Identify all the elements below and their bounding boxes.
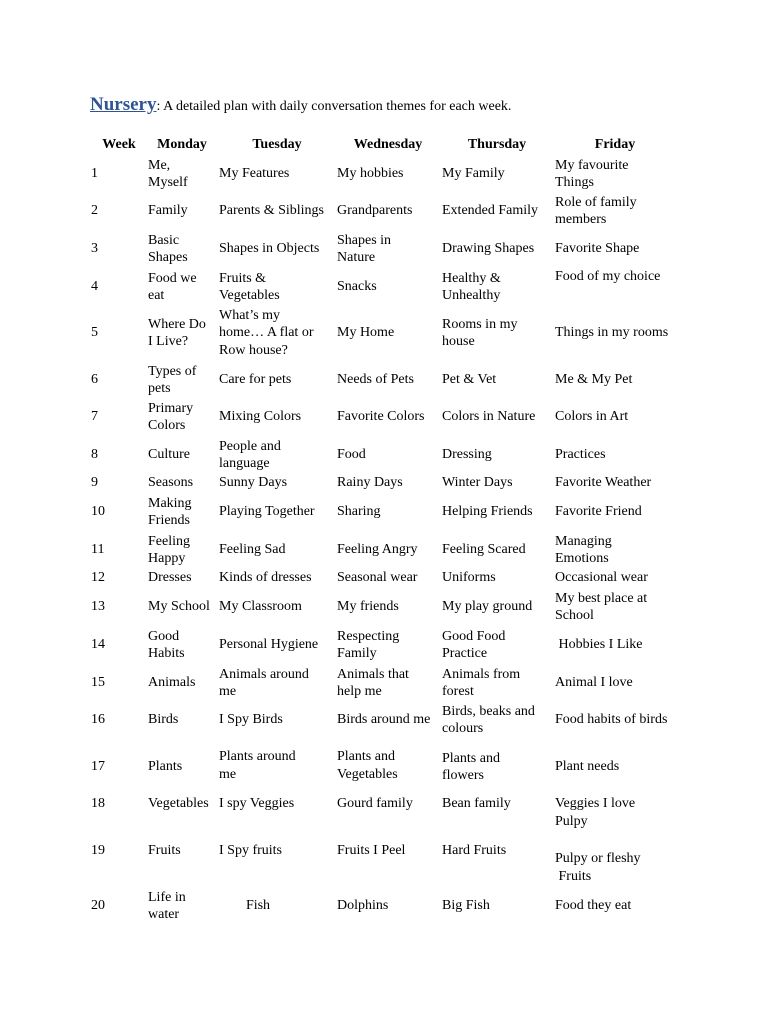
cell-tuesday [219,711,283,729]
cell-text-line: Vegetables [337,766,398,782]
cell-monday [148,711,178,729]
cell-text-line: Favorite Colors [337,409,425,425]
cell-friday [555,194,637,229]
cell-text-line: home… A flat or [219,325,314,341]
cell-monday [148,598,210,616]
cell-text-line: Vegetables [219,288,280,303]
cell-wednesday [337,666,409,701]
cell-thursday [442,408,535,426]
cell-text-line: 4 [91,279,98,295]
cell-text-line: My favourite [555,157,629,173]
cell-monday [148,474,193,492]
cell-text-line: 20 [91,898,105,914]
cell-text-line: Fruits & [219,270,267,286]
cell-text-line: 10 [91,504,105,520]
cell-text-line: Friends [148,513,190,528]
cell-text-line: Row house? [219,342,288,358]
cell-thursday [442,569,496,587]
cell-thursday [442,446,492,464]
column-header-thursday: Thursday [467,137,527,153]
cell-text-line: Types of [148,363,197,379]
cell-thursday [442,628,505,663]
cell-thursday [442,842,506,860]
cell-text-line: Where Do [148,316,206,332]
cell-monday [148,889,186,924]
cell-text-line: Colors [148,418,186,433]
cell-text-line: Good [148,628,180,644]
cell-text-line: Habits [148,646,185,661]
cell-text-line: Emotions [555,551,609,566]
cell-text-line: water [148,907,180,922]
cell-monday [148,157,188,192]
cell-thursday [442,666,520,701]
cell-text-line: Parents & Siblings [219,203,325,219]
cell-text-line: 8 [91,447,98,463]
cell-wednesday [337,598,399,616]
cell-week [91,408,98,426]
cell-text-line: Occasional wear [555,570,648,586]
cell-text-line: Big Fish [442,898,490,914]
cell-week [91,503,105,521]
cell-wednesday [337,711,430,729]
cell-tuesday [219,202,324,220]
cell-friday [555,711,667,729]
cell-friday [555,474,651,492]
cell-friday [555,533,612,568]
cell-week [91,474,98,492]
cell-text-line: People and [219,438,281,454]
cell-thursday [442,750,500,785]
cell-text-line: Colors in Art [555,409,629,425]
cell-text-line: Fish [245,898,271,914]
cell-monday [148,400,193,435]
cell-friday [555,157,628,192]
column-header-wednesday: Wednesday [353,137,423,153]
cell-text-line: My Classroom [219,599,302,615]
cell-thursday [442,795,511,813]
cell-text-line: Animals [148,675,196,691]
cell-friday [555,371,632,389]
cell-text-line: I Live? [148,334,189,349]
cell-text-line: Dresses [148,570,192,586]
cell-week [91,569,105,587]
cell-week [91,674,105,692]
cell-text-line: Birds, beaks and [442,703,535,719]
cell-text-line: Plants and [337,749,395,764]
cell-wednesday [337,232,391,267]
cell-wednesday [337,165,404,183]
cell-monday [148,533,190,568]
cell-week [91,842,105,860]
cell-text-line: colours [442,721,484,736]
cell-wednesday [337,628,399,663]
cell-text-line: Fruits [555,868,592,884]
cell-tuesday [219,503,315,521]
cell-text-line: 13 [91,599,105,615]
cell-friday [555,240,639,258]
cell-text-line: Veggies I love [555,796,636,811]
cell-week [91,371,98,389]
cell-text-line: Snacks [337,279,377,295]
cell-wednesday [337,795,413,813]
cell-text-line: eat [148,288,165,303]
cell-text-line: Fruits I Peel [337,843,406,859]
cell-text-line: 11 [91,542,105,558]
cell-text-line: Personal Hygiene [219,637,319,653]
cell-week [91,795,105,813]
cell-monday [148,270,197,305]
cell-text-line: Practice [442,646,488,661]
cell-text-line: I spy Veggies [219,796,295,812]
cell-text-line: 2 [91,203,98,219]
cell-friday [555,636,642,654]
cell-text-line: Dressing [442,447,492,463]
cell-text-line: 7 [91,409,98,425]
cell-text-line: My School [148,599,210,615]
cell-week [91,165,98,183]
cell-text-line: Animals around [219,666,309,682]
cell-text-line: Me, [148,157,171,173]
cell-tuesday [219,541,286,559]
cell-text-line: Family [337,646,377,661]
cell-text-line: Managing [555,533,612,549]
cell-monday [148,842,181,860]
cell-text-line: 15 [91,675,105,691]
cell-tuesday [219,795,294,813]
cell-monday [148,569,192,587]
cell-text-line: I Spy Birds [219,712,283,728]
cell-friday [555,674,633,692]
cell-text-line: Helping Friends [442,504,533,520]
cell-text-line: Feeling [148,533,190,549]
cell-thursday [442,240,534,258]
cell-text-line: Myself [148,175,188,190]
cell-friday [555,850,641,885]
cell-tuesday [219,748,296,783]
cell-text-line: Things in my rooms [555,325,669,341]
cell-tuesday [219,666,309,701]
cell-text-line: Rainy Days [337,475,403,491]
cell-text-line: Sharing [337,504,381,520]
cell-text-line: Hard Fruits [442,843,507,859]
cell-tuesday [219,165,289,183]
cell-tuesday [219,240,319,258]
cell-text-line: Feeling Sad [219,542,286,558]
cell-text-line: Needs of Pets [337,372,414,388]
column-header-week: Week [102,137,136,153]
cell-wednesday [337,278,377,296]
cell-text-line: Things [555,175,594,190]
cell-tuesday [219,371,291,389]
cell-week [91,240,98,258]
cell-text-line: 12 [91,570,105,586]
cell-thursday [442,503,533,521]
cell-text-line: Playing Together [219,504,315,520]
cell-text-line: Food we [148,270,197,286]
cell-friday [555,408,628,426]
cell-friday [555,268,660,286]
cell-week [91,446,98,464]
cell-text-line: forest [442,684,474,699]
cell-friday [555,569,648,587]
cell-thursday [442,202,538,220]
cell-friday [555,446,606,464]
cell-text-line: Life in [148,889,186,905]
cell-monday [148,446,190,464]
cell-monday [148,495,192,530]
cell-wednesday [337,446,366,464]
cell-thursday [442,316,517,351]
cell-text-line: Good Food [442,628,506,644]
cell-text-line: Seasonal wear [337,570,418,586]
cell-wednesday [337,474,403,492]
cell-text-line: Vegetables [148,796,209,812]
heading-title: Nursery [90,94,157,115]
cell-text-line: Care for pets [219,372,292,388]
cell-monday [148,232,188,267]
cell-tuesday [219,408,301,426]
cell-text-line: Plant needs [555,759,620,775]
cell-week [91,541,104,559]
cell-week [91,758,105,776]
cell-week [91,598,105,616]
cell-text-line: house [442,334,475,349]
cell-text-line: Making [148,495,192,511]
cell-tuesday [219,438,281,473]
cell-text-line: 9 [91,475,98,491]
cell-text-line: Plants and [442,750,500,766]
cell-text-line: Primary [148,400,194,416]
cell-text-line: Pulpy [555,813,588,829]
cell-text-line: Practices [555,447,606,463]
cell-week [91,897,105,915]
cell-text-line: 18 [91,796,105,812]
cell-text-line: Pet & Vet [442,372,497,388]
cell-wednesday [337,408,425,426]
cell-wednesday [337,503,381,521]
column-header-tuesday: Tuesday [252,137,302,153]
cell-text-line: Colors in Nature [442,409,536,425]
cell-text-line: I Spy fruits [219,843,282,859]
cell-text-line: My Family [442,166,505,182]
cell-text-line: Shapes [148,250,188,265]
cell-monday [148,363,196,398]
cell-text-line: Favorite Friend [555,504,642,520]
cell-friday [555,503,642,521]
cell-wednesday [337,371,414,389]
cell-text-line: flowers [442,768,484,783]
cell-text-line: School [555,608,594,623]
cell-text-line: Winter Days [442,475,513,491]
cell-text-line: Animals that [337,666,409,682]
cell-text-line: 19 [91,843,105,859]
cell-monday [148,795,209,813]
cell-text-line: Family [148,203,188,219]
cell-text-line: Birds around me [337,712,431,728]
cell-text-line: 5 [91,325,98,341]
cell-wednesday [337,569,417,587]
cell-text-line: Drawing Shapes [442,241,535,257]
cell-tuesday [219,474,287,492]
cell-text-line: help me [337,684,382,699]
cell-text-line: Pulpy or fleshy [555,851,641,866]
cell-text-line: 3 [91,241,98,257]
cell-text-line: Unhealthy [442,288,501,303]
cell-text-line: Favorite Shape [555,241,640,257]
cell-text-line: Basic [148,232,180,248]
cell-text-line: My hobbies [337,166,404,182]
cell-text-line: Animal I love [555,675,633,691]
cell-text-line: Happy [148,551,186,566]
cell-text-line: Fruits [148,843,181,859]
cell-text-line: 16 [91,712,105,728]
cell-text-line: My friends [337,599,399,615]
cell-text-line: language [219,456,270,471]
cell-text-line: Culture [148,447,190,463]
cell-wednesday [337,324,394,342]
cell-text-line: Shapes in [337,232,392,248]
cell-text-line: My play ground [442,599,533,615]
cell-text-line: Extended Family [442,203,539,219]
cell-text-line: Uniforms [442,570,496,586]
cell-text-line: Role of family [555,194,637,210]
cell-tuesday [219,307,314,360]
cell-monday [148,758,182,776]
cell-text-line: members [555,212,607,227]
cell-text-line: Birds [148,712,179,728]
cell-text-line: Gourd family [337,796,413,812]
cell-tuesday [219,270,280,305]
cell-text-line: Grandparents [337,203,413,219]
cell-text-line: Mixing Colors [219,409,302,425]
cell-text-line: Bean family [442,796,511,812]
cell-thursday [442,165,505,183]
cell-text-line: 17 [91,759,105,775]
cell-text-line: Respecting [337,628,400,644]
cell-text-line: Shapes in Objects [219,241,320,257]
cell-text-line: Animals from [442,666,521,682]
cell-text-line: Rooms in my [442,316,518,332]
cell-wednesday [337,748,398,783]
cell-text-line: Kinds of dresses [219,570,312,586]
cell-text-line: Me & My Pet [555,372,633,388]
cell-thursday [442,541,526,559]
cell-text-line: me [219,766,237,782]
cell-thursday [442,897,490,915]
cell-monday [148,316,206,351]
cell-text-line: My Features [219,166,290,182]
cell-text-line: Dolphins [337,898,389,914]
cell-week [91,324,98,342]
cell-text-line: Food habits of birds [555,712,668,728]
column-header-monday: Monday [157,137,207,153]
cell-text-line: 6 [91,372,98,388]
cell-friday [555,897,631,915]
cell-text-line: Plants around [219,749,296,764]
cell-text-line: Hobbies I Like [555,637,643,653]
cell-tuesday [246,897,270,915]
cell-wednesday [337,897,388,915]
cell-friday [555,590,647,625]
cell-thursday [442,598,532,616]
column-header-friday: Friday [594,137,636,153]
cell-friday [555,324,668,342]
cell-text-line: My best place at [555,590,648,606]
cell-text-line: Sunny Days [219,475,288,491]
cell-text-line: Feeling Angry [337,542,418,558]
cell-thursday [442,371,496,389]
cell-week [91,636,105,654]
cell-text-line: Feeling Scared [442,542,526,558]
cell-week [91,278,98,296]
cell-wednesday [337,202,412,220]
cell-text-line: Food [337,447,366,463]
cell-text-line: Food of my choice [555,269,661,284]
cell-text-line: 14 [91,637,105,653]
cell-friday [555,795,635,830]
cell-text-line: Plants [148,759,183,774]
cell-wednesday [337,842,405,860]
cell-tuesday [219,569,312,587]
cell-monday [148,628,185,663]
cell-week [91,202,98,220]
cell-text-line: Healthy & [442,270,501,286]
cell-text-line: Food they eat [555,898,632,914]
cell-thursday [442,270,501,305]
cell-text-line: pets [148,381,171,396]
cell-thursday [442,703,535,738]
cell-monday [148,674,195,692]
cell-text-line: My Home [337,325,395,341]
cell-friday [555,758,619,776]
cell-tuesday [219,636,318,654]
cell-tuesday [219,598,302,616]
heading-text: : A detailed plan with daily conversation themes for each week. [156,99,512,114]
cell-tuesday [219,842,282,860]
cell-week [91,711,105,729]
cell-wednesday [337,541,418,559]
cell-text-line: Nature [337,250,376,265]
cell-text-line: What’s my [219,307,281,323]
cell-thursday [442,474,513,492]
cell-text-line: me [219,684,237,699]
cell-text-line: Seasons [148,475,194,491]
cell-text-line: 1 [91,166,98,182]
cell-monday [148,202,188,220]
cell-text-line: Favorite Weather [555,475,652,491]
